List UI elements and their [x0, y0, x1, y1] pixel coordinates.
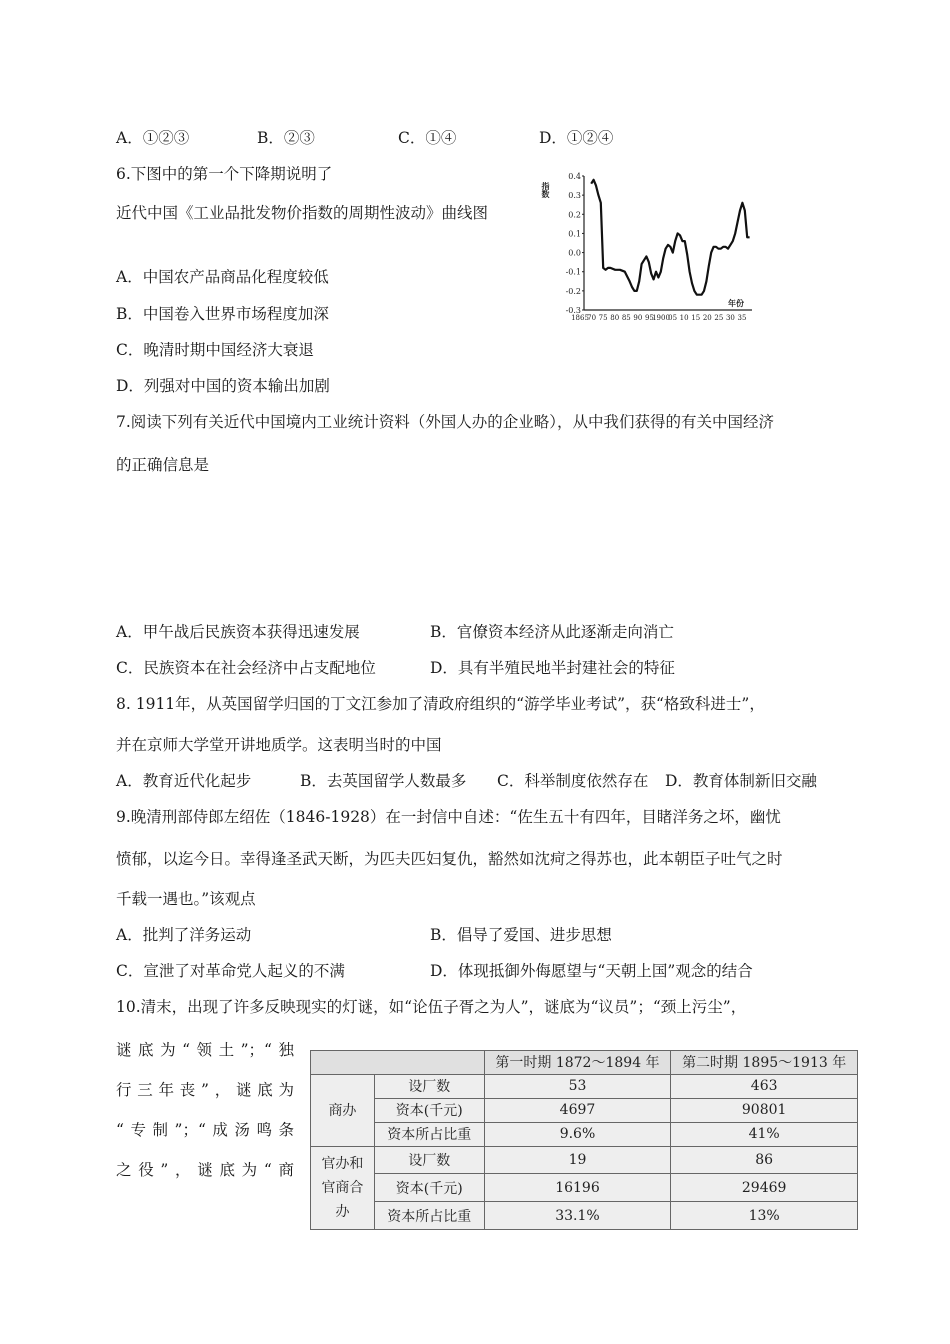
table-header-row: [311, 1051, 858, 1075]
table-row: [311, 1074, 858, 1098]
industry-statistics-table: [310, 1050, 858, 1230]
q6-option-d: D．列强对中国的资本输出加剧: [116, 377, 330, 395]
cell-value: 90801: [671, 1098, 858, 1122]
group-label-official-line3: 办: [335, 1203, 350, 1220]
y-tick-label: -0.2: [565, 286, 581, 296]
x-tick-label: 35: [737, 314, 747, 322]
q5-option-b: B．②③: [257, 129, 315, 147]
q8-option-c: C．科举制度依然存在: [497, 772, 649, 790]
table-row: [311, 1122, 858, 1146]
x-tick-label: 10: [679, 314, 689, 322]
row-label: 资本所占比重: [374, 1122, 484, 1146]
table-row: [311, 1098, 858, 1122]
x-tick-label: 30: [725, 314, 735, 322]
q8-stem-line1: 8. 1911年，从英国留学归国的丁文江参加了清政府组织的“游学毕业考试”，获“格致科进士”，: [116, 695, 765, 713]
table-row: [311, 1174, 858, 1202]
q9-option-d: D．体现抵御外侮愿望与“天朝上国”观念的结合: [430, 962, 753, 980]
x-tick-label: 1865: [571, 314, 589, 322]
cell-value: 13%: [671, 1202, 858, 1230]
cell-value: 463: [671, 1074, 858, 1098]
q6-option-a: A．中国农产品商品化程度较低: [116, 268, 329, 286]
y-tick-label: 0.4: [568, 172, 581, 181]
x-tick-label: 25: [714, 314, 724, 322]
chart-axes: [584, 176, 752, 310]
x-tick-label: 05: [668, 314, 678, 322]
q7-option-d: D．具有半殖民地半封建社会的特征: [430, 659, 675, 677]
y-tick-label: 0.3: [568, 191, 581, 201]
q10-side-line2: 行三年丧”，谜底为: [116, 1081, 294, 1099]
row-label: 资本所占比重: [374, 1202, 484, 1230]
group-label-official-line1: 官办和: [321, 1155, 364, 1172]
row-label: 设厂数: [374, 1146, 484, 1174]
q6-option-b: B．中国卷入世界市场程度加深: [116, 305, 329, 323]
header-period-2: 第二时期 1895～1913 年: [671, 1051, 858, 1075]
table-corner-cell: [311, 1051, 485, 1075]
q7-stem-line2: 的正确信息是: [116, 456, 210, 474]
q7-stem-line1: 7.阅读下列有关近代中国境内工业统计资料（外国人办的企业略），从中我们获得的有关中国经济: [116, 413, 775, 431]
x-tick-label: 95: [644, 314, 654, 322]
q7-option-a: A．甲午战后民族资本获得迅速发展: [116, 623, 360, 641]
y-tick-label: 0.0: [568, 248, 581, 258]
q9-option-c: C．宣泄了对革命党人起义的不满: [116, 962, 345, 980]
cell-value: 16196: [484, 1174, 671, 1202]
table-row: [311, 1146, 858, 1174]
x-tick-label: 15: [691, 314, 701, 322]
cell-value: 4697: [484, 1098, 671, 1122]
q6-option-c: C．晚清时期中国经济大衰退: [116, 341, 314, 359]
cell-value: 41%: [671, 1122, 858, 1146]
q10-side-line1: 谜底为“领土”；“独: [116, 1041, 294, 1059]
cell-value: 86: [671, 1146, 858, 1174]
q9-stem-line2: 愤郁，以迄今日。幸得逢圣武天断，为匹夫匹妇复仇，豁然如沈疴之得苏也，此本朝臣子吐气之时: [116, 850, 783, 868]
q9-option-a: A．批判了洋务运动: [116, 926, 252, 944]
q10-side-line4: 之役”，谜底为“商: [116, 1161, 294, 1179]
y-tick-label: -0.3: [565, 306, 581, 315]
y-tick-label: -0.1: [565, 267, 581, 277]
x-tick-label: 1900: [652, 314, 670, 322]
x-tick-label: 75: [598, 314, 608, 322]
q6-stem: 6.下图中的第一个下降期说明了: [116, 165, 333, 183]
cell-value: 53: [484, 1074, 671, 1098]
y-tick-label: 0.2: [568, 210, 581, 220]
q5-option-c: C．①④: [398, 129, 457, 147]
q5-option-d: D．①②④: [539, 129, 614, 147]
q10-side-line3: “专制”；“成汤鸣条: [116, 1121, 294, 1139]
row-label: 资本(千元): [374, 1174, 484, 1202]
q8-option-b: B．去英国留学人数最多: [300, 772, 467, 790]
group-label-private: 商办: [311, 1074, 375, 1146]
series-line: [591, 180, 749, 295]
cell-value: 29469: [671, 1174, 858, 1202]
table-row: [311, 1202, 858, 1230]
group-label-official: [311, 1146, 375, 1229]
x-tick-label: 90: [633, 314, 643, 322]
x-tick-label: 85: [621, 314, 631, 322]
q7-option-c: C．民族资本在社会经济中占支配地位: [116, 659, 376, 677]
q9-stem-line1: 9.晚清刑部侍郎左绍佐（1846-1928）在一封信中自述：“佐生五十有四年，目睹洋务之坏，幽忧: [116, 808, 781, 826]
y-tick-label: 0.1: [568, 229, 581, 239]
group-label-official-line2: 官商合: [321, 1179, 364, 1196]
row-label: 资本(千元): [374, 1098, 484, 1122]
header-period-1: 第一时期 1872～1894 年: [484, 1051, 671, 1075]
q8-stem-line2: 并在京师大学堂开讲地质学。这表明当时的中国: [116, 736, 442, 754]
cell-value: 9.6%: [484, 1122, 671, 1146]
cell-value: 19: [484, 1146, 671, 1174]
q9-stem-line3: 千载一遇也。”该观点: [116, 890, 256, 908]
x-axis-label: 年份: [728, 298, 744, 308]
q8-option-a: A．教育近代化起步: [116, 772, 252, 790]
q6-caption: 近代中国《工业品批发物价指数的周期性波动》曲线图: [116, 204, 489, 222]
x-tick-label: 20: [702, 314, 712, 322]
price-index-chart: [540, 162, 765, 332]
x-tick-label: 80: [610, 314, 620, 322]
q5-option-a: A．①②③: [116, 129, 190, 147]
q9-option-b: B．倡导了爱国、进步思想: [430, 926, 612, 944]
row-label: 设厂数: [374, 1074, 484, 1098]
q10-stem-line1: 10.清末，出现了许多反映现实的灯谜，如“论伍子胥之为人”，谜底为“议员”；“颈上污尘”，: [116, 998, 747, 1016]
y-axis-label: 指数: [541, 182, 551, 198]
q8-option-d: D．教育体制新旧交融: [665, 772, 817, 790]
x-tick-label: 70: [587, 314, 597, 322]
q7-option-b: B．官僚资本经济从此逐渐走向消亡: [430, 623, 674, 641]
cell-value: 33.1%: [484, 1202, 671, 1230]
